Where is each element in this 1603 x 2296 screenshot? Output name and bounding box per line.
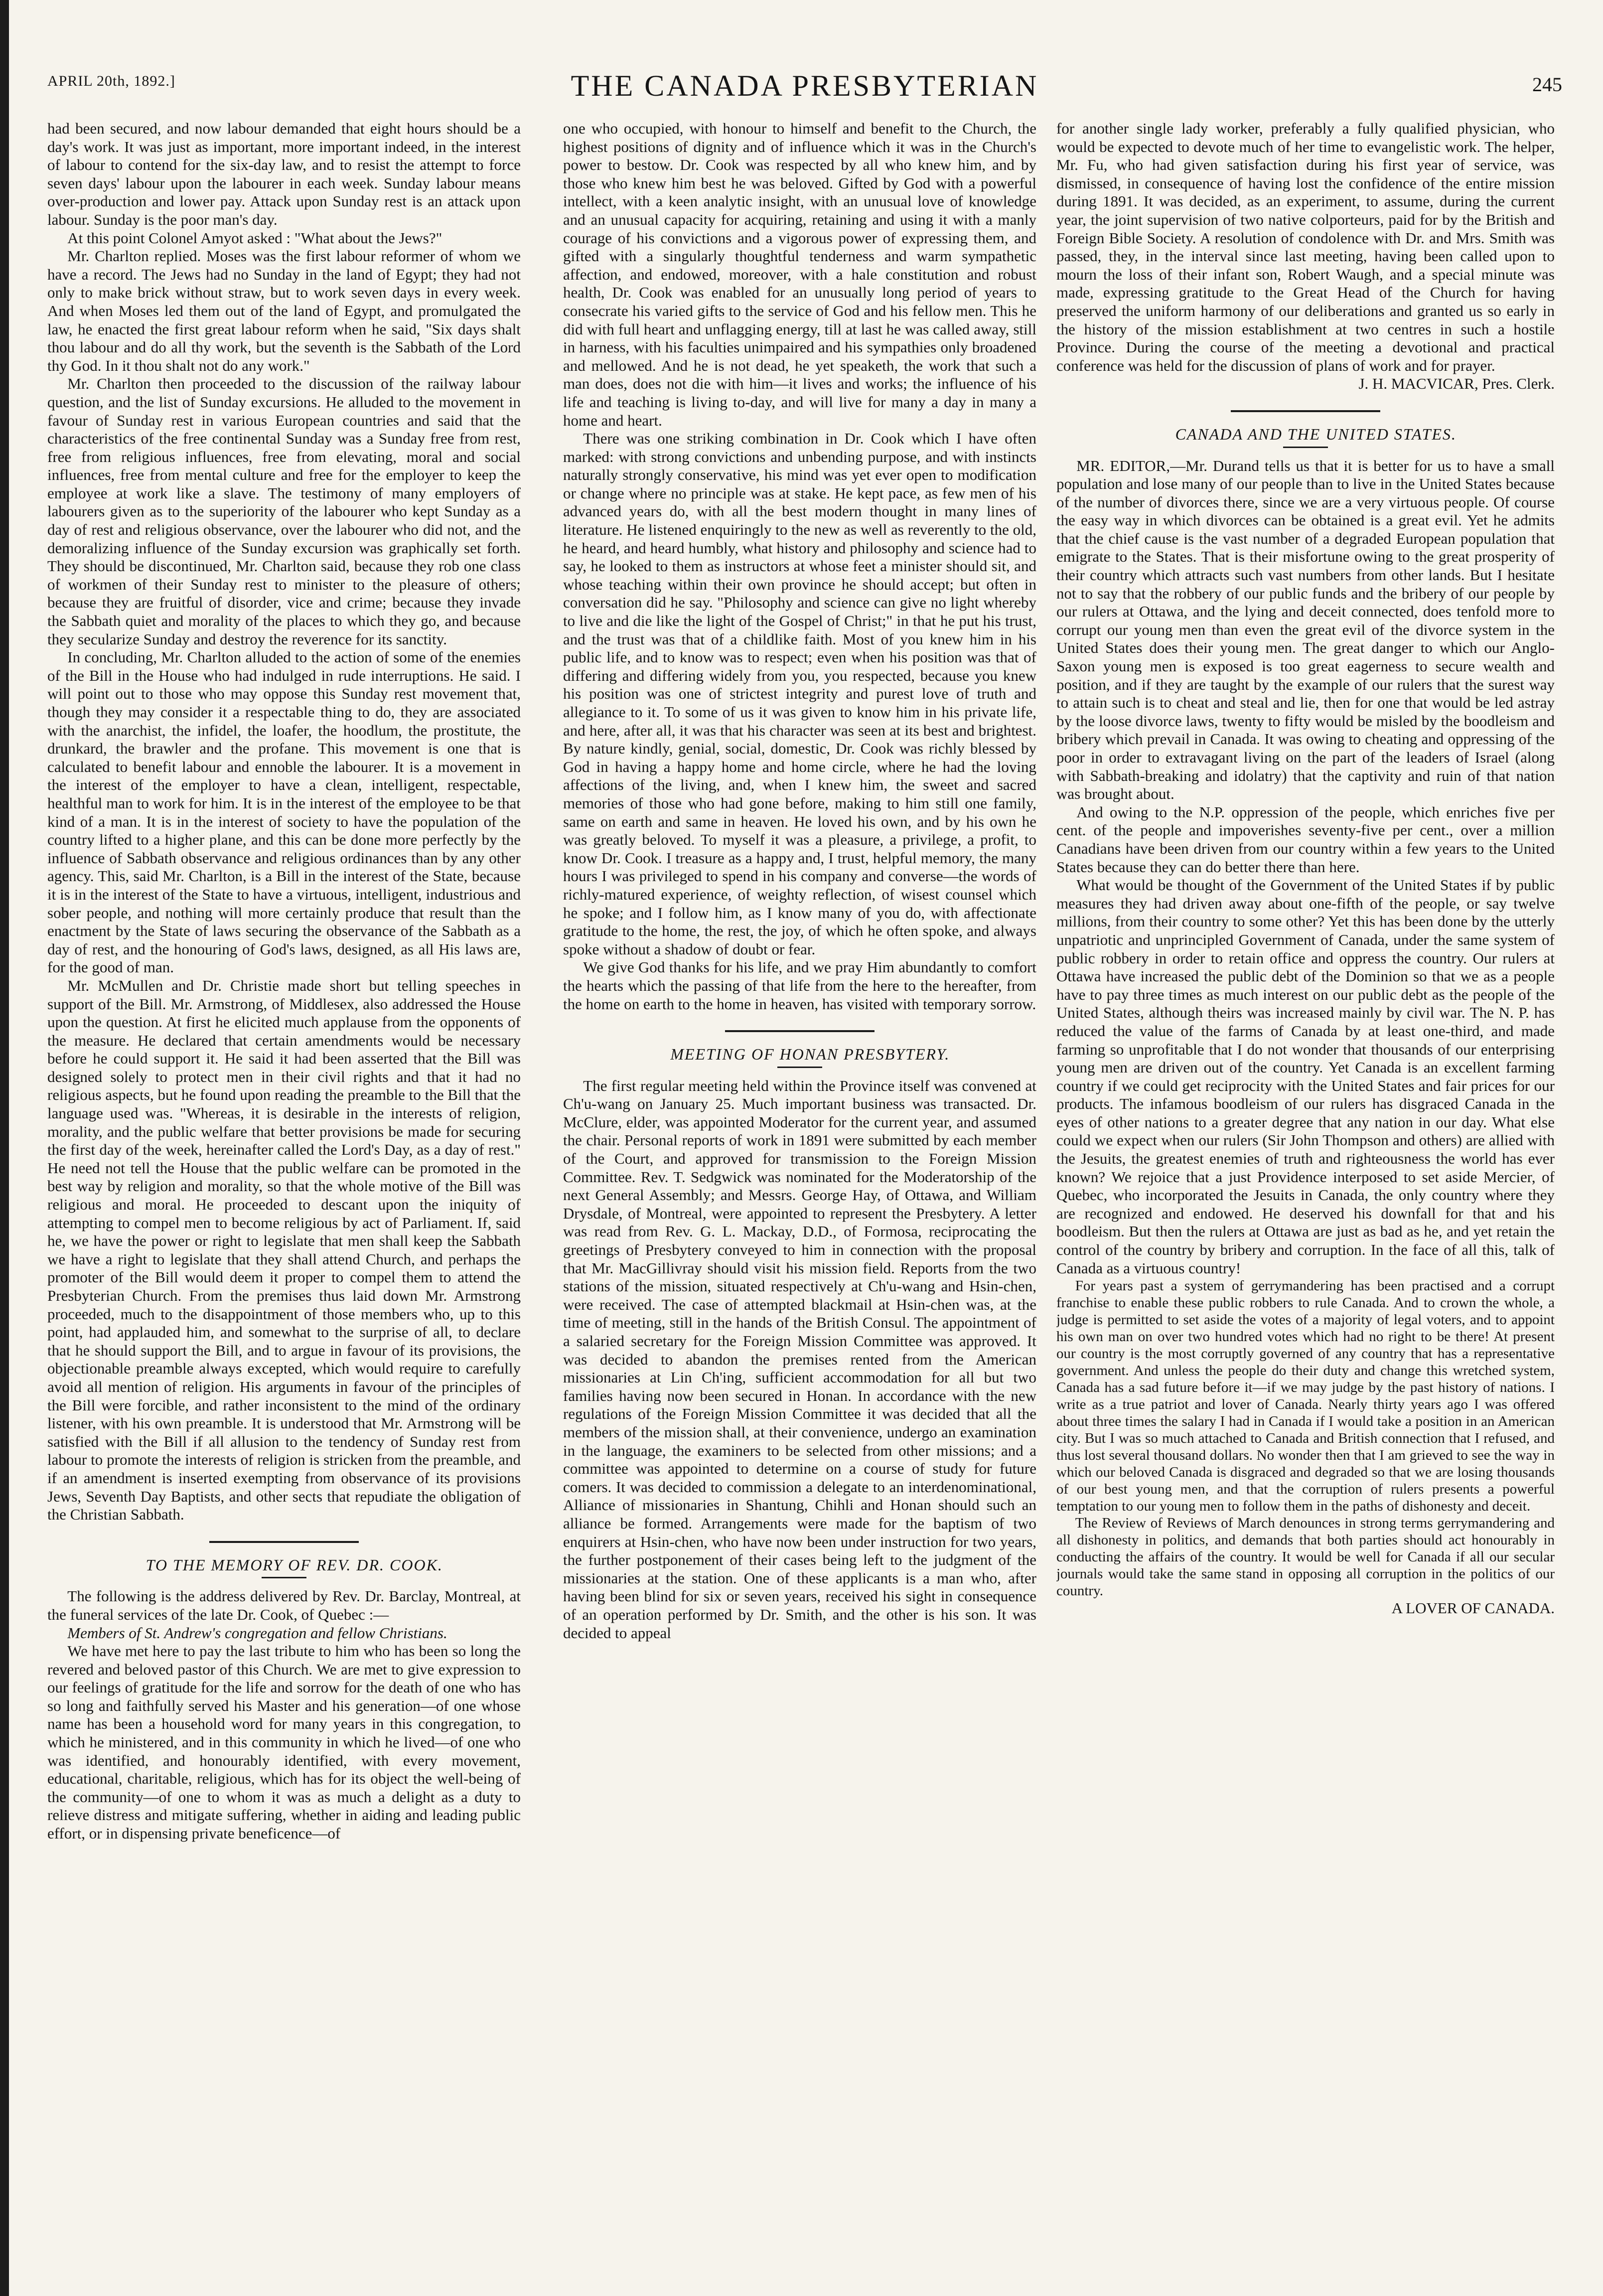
heading-rule xyxy=(262,1577,306,1578)
section-divider xyxy=(1231,410,1380,412)
article-paragraph: At this point Colonel Amyot asked : "What about the Jews?" xyxy=(67,229,442,247)
article-salutation: Members of St. Andrew's congregation and fellow Christians. xyxy=(67,1624,447,1642)
section-divider xyxy=(725,1030,874,1032)
article-signature: J. H. MACVICAR, Pres. Clerk. xyxy=(1358,375,1555,393)
heading-rule xyxy=(777,1067,822,1068)
article-signature: A LOVER OF CANADA. xyxy=(1391,1599,1555,1617)
issue-date: APRIL 20th, 1892.] xyxy=(47,73,175,89)
article-heading-honan: MEETING OF HONAN PRESBYTERY. xyxy=(670,1045,950,1064)
article-paragraph: We give God thanks for his life, and we pray Him abundantly to comfort the hearts which the passing of that life from the here to the hereafter, from the home on earth to the home in heaven, has visited with temporary sorrow. xyxy=(563,958,1036,1013)
article-paragraph: Mr. Charlton replied. Moses was the first labour reformer of whom we have a record. The Jews had no Sunday in the land of Egypt; they had not only to make brick without straw, but to work seven days in every week. And when Moses led them out of the land of Egypt, and promulgated the law, he enacted the first great labour reform when he said, "Six days shalt thou labour and do all thy work, but the seventh is the Sabbath of the Lord thy God. In it thou shalt not do any work." xyxy=(47,247,521,374)
masthead xyxy=(47,69,1562,104)
article-paragraph: MR. EDITOR,—Mr. Durand tells us that it is better for us to have a small population and lose many of our people than to live in the United States because of the number of divorces there, since we are a very virtuous people. Of course the easy way in which divorces can be obtained is a great evil. Yet he admits that the chief cause is the vast number of a degraded European population that emigrate to the States. That is their misfortune owing to the great prosperity of their country which attracts such vast numbers from other lands. But I hesitate not to say that the robbery of our public funds and the bribery of our people by our rulers at Ottawa, and the lying and deceit connected, does tenfold more to corrupt our young men than even the great evil of the divorce system in the United States does their young men. The great danger to which our Anglo-Saxon young men is exposed is too great eagerness to secure wealth and position, and if they are taught by the example of our rulers that the surest way to attain such is to cheat and steal and lie, then for one that would be led astray by the loose divorce laws, twenty to fifty would be misled by the boodleism and bribery which prevail in Canada. It was owing to cheating and oppressing of the poor in order to extravagant living on the part of the leaders of Israel (along with Sabbath-breaking and idolatry) that the captivity and ruin of that nation was brought about. xyxy=(1056,457,1555,803)
article-paragraph: Mr. McMullen and Dr. Christie made short but telling speeches in support of the Bill. Mr. Armstrong, of Middlesex, also addressed the House upon the question. At first he elicited much applause from the opponents of the measure. He declared that certain amendments would be necessary before he could support it. He said it had been asserted that the Bill was designed solely to protect men in their civil rights and that it had no religious aspects, but he found upon reading the preamble to the Bill that the language used was. "Whereas, it is desirable in the interests of religion, morality, and the public welfare that better provisions be made for securing the first day of the week, hereinafter called the Lord's Day, as a day of rest." He need not tell the House that the public welfare can be promoted in the best way by religion and morality, so that the whole motive of the Bill was religious and moral. He proceeded to descant upon the iniquity of attempting to compel men to become religious by act of Parliament. If, said he, we have the power or right to legislate that men shall keep the Sabbath we have a right to legislate that they shall attend Church, and perhaps the promoter of the Bill would deem it proper to compel them to attend the Presbyterian Church. From the premises thus laid down Mr. Armstrong proceeded, much to the disappointment of those members who, up to this point, had applauded him, and somewhat to the surprise of all, to declare that he should support the Bill, and to argue in favour of its provisions, the objectionable preamble always excepted, which would require to carefully avoid all mention of religion. His arguments in favour of the principles of the Bill were forcible, and rather inconsistent to the mind of the ordinary listener, with his own preamble. It is understood that Mr. Armstrong will be satisfied with the Bill if all allusion to the tendency of Sunday rest from labour to promote the interests of religion is stricken from the preamble, and if an amendment is inserted exempting from observance of its provisions Jews, Seventh Day Baptists, and other sects that repudiate the obligation of the Christian Sabbath. xyxy=(47,976,521,1524)
article-paragraph: had been secured, and now labour demanded that eight hours should be a day's work. It was just as important, more important indeed, in the interest of labour to contend for the six-day law, and to resist the attempt to force seven days' labour upon the labourer in each week. Sunday labour means over-production and lower pay. Attack upon Sunday rest is an attack upon labour. Sunday is the poor man's day. xyxy=(47,120,521,228)
article-paragraph: In concluding, Mr. Charlton alluded to the action of some of the enemies of the Bill in the House who had indulged in rude interruptions. He said. I will point out to those who may oppose this Sunday rest movement that, though they may consider it a respectable thing to do, they are associated with the anarchist, the infidel, the loafer, the hoodlum, the prostitute, the drunkard, the brawler and the profane. This movement is one that is calculated to benefit labour and ennoble the labourer. It is a movement in the interest of the employer to have a clean, intelligent, respectable, healthful man to work for him. It is in the interest of the employee to be that kind of a man. It is in the interest of society to have the population of the country lifted to a higher plane, and this can be done more perfectly by the influence of Sabbath observance and religious ordinances than by any other agency. This, said Mr. Charlton, is a Bill in the interest of the State, because it is in the interest of the State to have a virtuous, intelligent, industrious and sober people, and nothing will more certainly produce that result than the enactment by the State of laws securing the observance of the Sabbath as a day of rest, and the honouring of God's laws, designed, as all His laws are, for the good of man. xyxy=(47,648,521,976)
column-1 xyxy=(47,120,521,2268)
article-heading-canada: CANADA AND THE UNITED STATES. xyxy=(1175,425,1457,443)
newspaper-title: THE CANADA PRESBYTERIAN xyxy=(571,69,1039,102)
article-paragraph: one who occupied, with honour to himself and benefit to the Church, the highest positions of dignity and of influence which it was in the Church's power to bestow. Dr. Cook was respected by all who knew him, and by those who knew him best he was beloved. Gifted by God with a powerful intellect, with a keen analytic insight, with an unusual love of knowledge and an unusual capacity for acquiring, retaining and using it with a manly courage of his convictions and a vigorous power of expressing them, and gifted with a singularly thoughtful tenderness and warm sympathetic affection, and endowed, moreover, with a hale constitution and robust health, Dr. Cook was enabled for an unusually long period of years to consecrate his varied gifts to the service of God and his fellow men. This he did with full heart and unflagging energy, till at last he was called away, still in harness, with his faculties unimpaired and his sympathies only broadened and mellowed. And he is not dead, he yet speaketh, the work that such a man does, does not die with him—it lives and works; the influence of his life and teaching is living to-day, and will live for many a day in many a home and heart. xyxy=(563,120,1036,429)
section-divider xyxy=(209,1541,359,1543)
article-paragraph: The first regular meeting held within the Province itself was convened at Ch'u-wang on January 25. Much important business was transacted. Dr. McClure, elder, was appointed Moderator for the current year, and assumed the chair. Personal reports of work in 1891 were submitted by each member of the Court, and approved for transmission to the Foreign Mission Committee. Rev. T. Sedgwick was nominated for the Moderatorship of the next General Assembly; and Messrs. George Hay, of Ottawa, and William Drysdale, of Montreal, were appointed to represent the Presbytery. A letter was read from Rev. G. L. Mackay, D.D., of Formosa, reciprocating the greetings of Presbytery conveyed to him in connection with the proposal that Mr. MacGillivray should visit his mission field. Reports from the two stations of the mission, situated respectively at Ch'u-wang and Hsin-chen, were received. The case of attempted blackmail at Hsin-chen was, at the time of meeting, still in the hands of the British Consul. The appointment of a salaried secretary for the Foreign Mission Committee was approved. It was decided to abandon the premises rented from the American missionaries at Lin Ch'ing, sufficient accommodation for all but two families having now been secured in Honan. In accordance with the new regulations of the Foreign Mission Committee it was decided that all the members of the mission shall, at their convenience, undergo an examination in the language, the examiners to be selected from other missions; and a committee was appointed to determine on a course of study for future comers. It was decided to commission a delegate to an interdenominational, Alliance of missionaries in Shantung, Chihli and Honan should such an alliance be formed. Arrangements were made for the baptism of two enquirers at Hsin-chen, who have now been under instruction for two years, the further postponement of their cases being left to the judgment of the missionaries at the station. One of these applicants is a man who, after having been blind for six or seven years, received his sight in consequence of an operation performed by Dr. Smith, and the other is his son. It was decided to appeal xyxy=(563,1076,1036,1642)
article-paragraph: For years past a system of gerrymandering has been practised and a corrupt franchise to enable these public robbers to rule Canada. And to crown the whole, a judge is permitted to set aside the votes of a majority of legal voters, and to appoint his own man on over two hundred votes which had no right to be there! At present our country is the most corruptly governed of any country that has a representative government. And unless the people do their duty and change this wretched system, Canada has a sad future before it—if we may judge by the past history of nations. I write as a true patriot and lover of Canada. Nearly thirty years ago I was offered about three times the salary I had in Canada if I would take a position in an American city. But I was so much attached to Canada and British connection that I refused, and thus lost several thousand dollars. No wonder then that I am grieved to see the way in which our beloved Canada is disgraced and degraded so that we are losing thousands of our best young men, and that the corruption of rulers presents a powerful temptation to our young men to follow them in the paths of dishonesty and deceit. xyxy=(1056,1278,1555,1515)
article-heading-cook: TO THE MEMORY OF REV. DR. COOK. xyxy=(146,1555,443,1574)
article-paragraph: There was one striking combination in Dr. Cook which I have often marked: with strong convictions and unbending purpose, and with instincts naturally strongly conservative, his mind was yet ever open to modification or change where no principle was at stake. He kept pace, as few men of his advanced years do, with all the best modern thought in many lines of literature. He listened enquiringly to the new as well as reverently to the old, he heard, and heard humbly, what history and philosophy and science had to say, he looked to them as instructors at whose feet a minister should sit, and whose teaching within their own province he should accept; but often in conversation did he say. "Philosophy and science can give no light whereby to live and die like the light of the Gospel of Christ;" in that he put his trust, and the trust was that of a childlike faith. Most of you knew him in his public life, and to know was to respect; even when his position was that of differing and differing widely from you, you respected, because you knew his position was one of strictest integrity and purest love of truth and allegiance to it. To some of us it was given to know him in his private life, and here, after all, it was that his character was seen at its best and brightest. By nature kindly, genial, social, domestic, Dr. Cook was richly blessed by God in having a happy home and home circle, where he had the loving affections of the living, and, when I knew him, the sweet and sacred memories of those who had gone before, making to him still one family, same on earth and same in heaven. He loved his own, and by his own he was greatly beloved. To myself it was a pleasure, a privilege, a profit, to know Dr. Cook. I treasure as a happy and, I trust, helpful memory, the many hours I was privileged to spend in his company and converse—the words of richly-matured experience, of weighty reflection, of wisest counsel which he spoke; and I follow him, as I know many of you do, with affectionate gratitude to the home, the rest, the joy, of which he often spoke, and always spoke without a shadow of doubt or fear. xyxy=(563,430,1036,958)
article-paragraph: for another single lady worker, preferably a fully qualified physician, who would be expected to devote much of her time to evangelistic work. The helper, Mr. Fu, who had given satisfaction during his first year of service, was dismissed, in consequence of having lost the confidence of the entire mission during 1891. It was decided, as an experiment, to assume, during the current year, the joint supervision of two native colporteurs, paid for by the British and Foreign Bible Society. A resolution of condolence with Dr. and Mrs. Smith was passed, they, in the interval since last meeting, having been called upon to mourn the loss of their infant son, Robert Waugh, and a special minute was made, expressing gratitude to the Great Head of the Church for having preserved the uniform harmony of our deliberations and granted us so early in the history of the mission establishment at two centres in such a hostile Province. During the course of the meeting a devotional and practical conference was held for the discussion of plans of work and for prayer. xyxy=(1056,120,1555,374)
article-intro: The following is the address delivered by Rev. Dr. Barclay, Montreal, at the funeral services of the late Dr. Cook, of Quebec :— xyxy=(47,1587,521,1623)
page-number: 245 xyxy=(1532,73,1562,96)
article-paragraph: What would be thought of the Government of the United States if by public measures they had driven away about one-fifth of the people, or say twelve millions, from their country to some other? Yet this has been done by the utterly unpatriotic and unprincipled Government of Canada, under the same system of public robbery in order to retain office and oppress the country. Our rulers at Ottawa have increased the public debt of the Dominion so that we as a people have to pay three times as much interest on our public debt as the people of the United States, although theirs was increased mainly by civil war. The N. P. has reduced the value of the farms of Canada by at least one-third, and made farming so unprofitable that I do not wonder that thousands of our enterprising young men are driven out of the country. Yet Canada is an excellent farming country if we could get reciprocity with the United States and fair prices for our products. The infamous boodleism of our rulers has disgraced Canada in the eyes of other nations to a greater degree that any nation in our day. What else could we expect when our rulers (Sir John Thompson and others) are allied with the Jesuits, the greatest enemies of truth and righteousness the world has ever known? We rejoice that a just Providence interposed to set aside Mercier, of Quebec, who incorporated the Jesuits in Canada, the only country where they are recognized and endowed. He deserved his downfall for that and his boodleism. But then the rulers at Ottawa are just as bad as he, and yet retain the control of the country by bribery and corruption. In the face of all this, talk of Canada as a virtuous country! xyxy=(1056,876,1555,1277)
heading-rule xyxy=(1283,447,1328,448)
article-paragraph: We have met here to pay the last tribute to him who has been so long the revered and beloved pastor of this Church. We are met to give expression to our feelings of gratitude for the life and sorrow for the death of one who has so long and faithfully served his Master and his generation—of one whose name has been a household word for many years in this congregation, to which he ministered, and in this community in which he lived—of one who was identified, and honourably identified, with every movement, educational, charitable, religious, which has for its object the well-being of the community—of one to whom it was as much a delight as a duty to relieve distress and mitigate suffering, whether in aiding and leading public effort, or in dispensing private beneficence—of xyxy=(47,1642,521,1842)
binding-edge xyxy=(0,0,9,2296)
article-paragraph: And owing to the N.P. oppression of the people, which enriches five per cent. of the people and impoverishes seventy-five per cent., over a million Canadians have been driven from our country within a few years to the United States because they can do better there than here. xyxy=(1056,803,1555,876)
column-2 xyxy=(563,120,1036,2268)
column-3 xyxy=(1056,120,1555,2268)
article-paragraph: The Review of Reviews of March denounces in strong terms gerrymandering and all dishonesty in politics, and demands that both parties should act honourably in conducting the affairs of the country. It would be well for Canada if all our secular journals would take the same stand in opposing all corruption in the politics of our country. xyxy=(1056,1515,1555,1599)
article-paragraph: Mr. Charlton then proceeded to the discussion of the railway labour question, and the list of Sunday excursions. He alluded to the movement in favour of Sunday rest in various European countries and said that the characteristics of the free continental Sunday was a Sunday free from rest, free from religious influences, free from elevating, moral and social influences, free from mental culture and free for the employer to keep the employee at work like a slave. The testimony of many employers of labourers given as to the superiority of the labourer who kept Sunday as a day of rest and religious observance, over the labourer who did not, and the demoralizing influence of the Sunday excursion was graphically set forth. They should be discontinued, Mr. Charlton said, because they rob one class of workmen of their Sunday rest to minister to the pleasure of others; because they are fruitful of disorder, vice and crime; because they invade the Sabbath quiet and morality of the places to which they go, and because they secularize Sunday and destroy the reverence for its sanctity. xyxy=(47,375,521,648)
